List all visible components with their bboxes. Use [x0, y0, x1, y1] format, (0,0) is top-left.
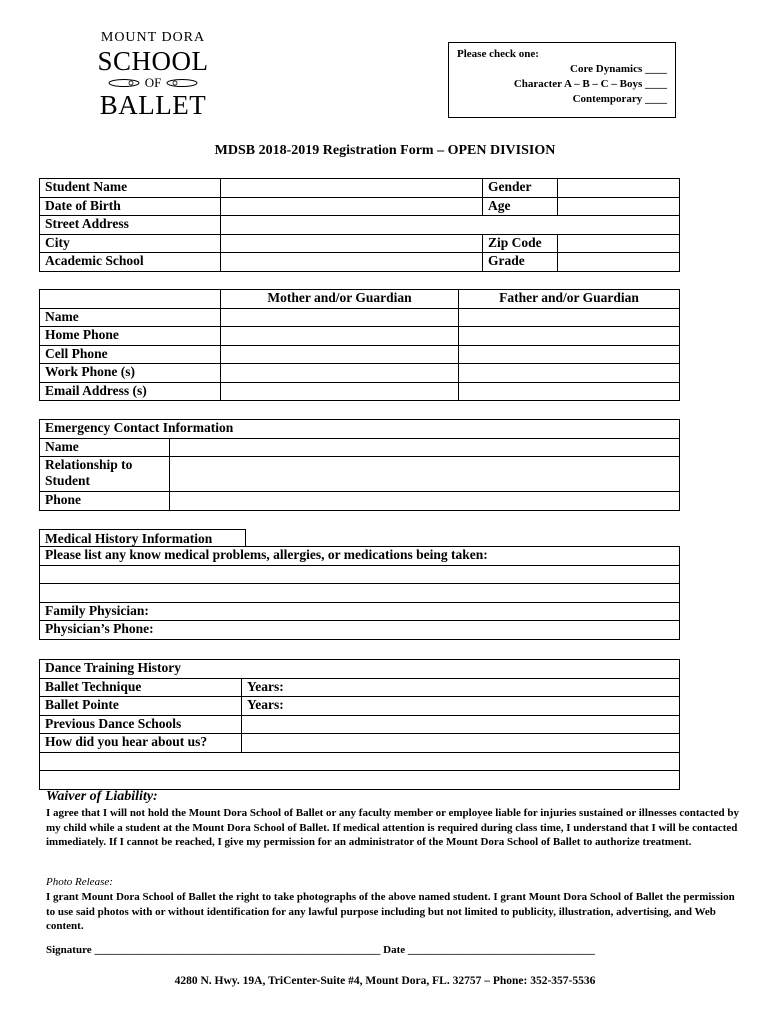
ornament-right-icon	[165, 78, 199, 88]
label-hear-about: How did you hear about us?	[40, 734, 242, 753]
emergency-heading: Emergency Contact Information	[40, 420, 680, 439]
option-character[interactable]: Character A – B – C – Boys ____	[513, 78, 667, 90]
label-emergency-phone: Phone	[40, 492, 170, 511]
field-emergency-name[interactable]	[170, 438, 680, 457]
label-dob: Date of Birth	[40, 197, 221, 216]
field-street[interactable]	[221, 216, 680, 235]
field-gender[interactable]	[558, 179, 680, 198]
field-hear-about[interactable]	[242, 734, 680, 753]
label-guardian-name: Name	[40, 308, 221, 327]
field-dance-extra-2[interactable]	[40, 771, 680, 790]
dance-history-table	[39, 659, 680, 790]
form-title: MDSB 2018-2019 Registration Form – OPEN DIVISION	[214, 143, 556, 158]
field-physician[interactable]: Family Physician:	[40, 602, 680, 621]
field-dob[interactable]	[221, 197, 483, 216]
field-age[interactable]	[558, 197, 680, 216]
field-father-work-phone[interactable]	[459, 364, 680, 383]
field-zip[interactable]	[558, 234, 680, 253]
label-relationship: Relationship to Student	[40, 457, 170, 492]
option-contemporary[interactable]: Contemporary ____	[572, 93, 667, 105]
field-mother-name[interactable]	[221, 308, 459, 327]
medical-heading: Medical History Information	[39, 529, 246, 546]
field-father-home-phone[interactable]	[459, 327, 680, 346]
label-school: Academic School	[40, 253, 221, 272]
guardian-header-blank	[40, 290, 221, 309]
student-info-table	[39, 178, 680, 272]
field-student-name[interactable]	[221, 179, 483, 198]
label-ballet-technique: Ballet Technique	[40, 678, 242, 697]
logo-of-row	[88, 76, 218, 90]
header-mother: Mother and/or Guardian	[221, 290, 459, 309]
label-street: Street Address	[40, 216, 221, 235]
field-mother-work-phone[interactable]	[221, 364, 459, 383]
field-father-cell-phone[interactable]	[459, 345, 680, 364]
medical-prompt: Please list any know medical problems, allergies, or medications being taken:	[40, 547, 680, 566]
label-cell-phone: Cell Phone	[40, 345, 221, 364]
guardian-table	[39, 289, 680, 401]
ornament-left-icon	[107, 78, 141, 88]
label-grade: Grade	[483, 253, 558, 272]
field-mother-home-phone[interactable]	[221, 327, 459, 346]
field-previous-schools[interactable]	[242, 715, 680, 734]
class-selection-box	[448, 42, 676, 118]
field-medical-line-1[interactable]	[40, 565, 680, 584]
logo-line-2: SCHOOL	[97, 46, 209, 76]
field-emergency-phone[interactable]	[170, 492, 680, 511]
label-emergency-name: Name	[40, 438, 170, 457]
label-email: Email Address (s)	[40, 382, 221, 401]
logo-line-3: OF	[144, 75, 162, 90]
waiver-heading: Waiver of Liability:	[46, 789, 158, 804]
label-work-phone: Work Phone (s)	[40, 364, 221, 383]
label-home-phone: Home Phone	[40, 327, 221, 346]
field-grade[interactable]	[558, 253, 680, 272]
emergency-table	[39, 419, 680, 511]
photo-release-text: I grant Mount Dora School of Ballet the right to take photographs of the above named student. I grant Mount Dora School of Ballet the permission to use said photos with or without identification for any lawful purpose including but not limited to publicity, illustration, advertising, and Web content.	[46, 891, 735, 932]
field-pointe-years[interactable]: Years:	[242, 697, 680, 716]
header-father: Father and/or Guardian	[459, 290, 680, 309]
signature-line[interactable]: Signature ____________________________________________________ Date __________________________________	[46, 944, 595, 956]
field-father-email[interactable]	[459, 382, 680, 401]
field-school[interactable]	[221, 253, 483, 272]
field-medical-line-2[interactable]	[40, 584, 680, 603]
field-dance-extra-1[interactable]	[40, 752, 680, 771]
field-father-name[interactable]	[459, 308, 680, 327]
field-technique-years[interactable]: Years:	[242, 678, 680, 697]
school-logo	[88, 30, 218, 120]
label-zip: Zip Code	[483, 234, 558, 253]
field-mother-email[interactable]	[221, 382, 459, 401]
label-previous-schools: Previous Dance Schools	[40, 715, 242, 734]
dance-heading: Dance Training History	[40, 660, 680, 679]
logo-line-1: MOUNT DORA	[100, 30, 206, 45]
field-relationship[interactable]	[170, 457, 680, 492]
option-core-dynamics[interactable]: Core Dynamics ____	[570, 63, 667, 75]
logo-line-4: BALLET	[99, 90, 207, 120]
label-student-name: Student Name	[40, 179, 221, 198]
label-age: Age	[483, 197, 558, 216]
label-ballet-pointe: Ballet Pointe	[40, 697, 242, 716]
photo-release-heading: Photo Release:	[46, 876, 113, 888]
field-physician-phone[interactable]: Physician’s Phone:	[40, 621, 680, 640]
field-mother-cell-phone[interactable]	[221, 345, 459, 364]
label-gender: Gender	[483, 179, 558, 198]
label-city: City	[40, 234, 221, 253]
footer-address: 4280 N. Hwy. 19A, TriCenter-Suite #4, Mount Dora, FL. 32757 – Phone: 352-357-5536	[174, 975, 596, 987]
medical-table	[39, 546, 680, 640]
check-heading: Please check one:	[457, 48, 539, 60]
field-city[interactable]	[221, 234, 483, 253]
waiver-text: I agree that I will not hold the Mount Dora School of Ballet or any faculty member or employee liable for injuries sustained or illnesses contacted by my child while a student at the Mount Dora School of Ballet. If medical attention is required during class time, I understand that I will be contacted immediately. If I cannot be reached, I give my permission for an administrator of the Mount Dora School of Ballet to authorize treatment.	[46, 807, 739, 848]
